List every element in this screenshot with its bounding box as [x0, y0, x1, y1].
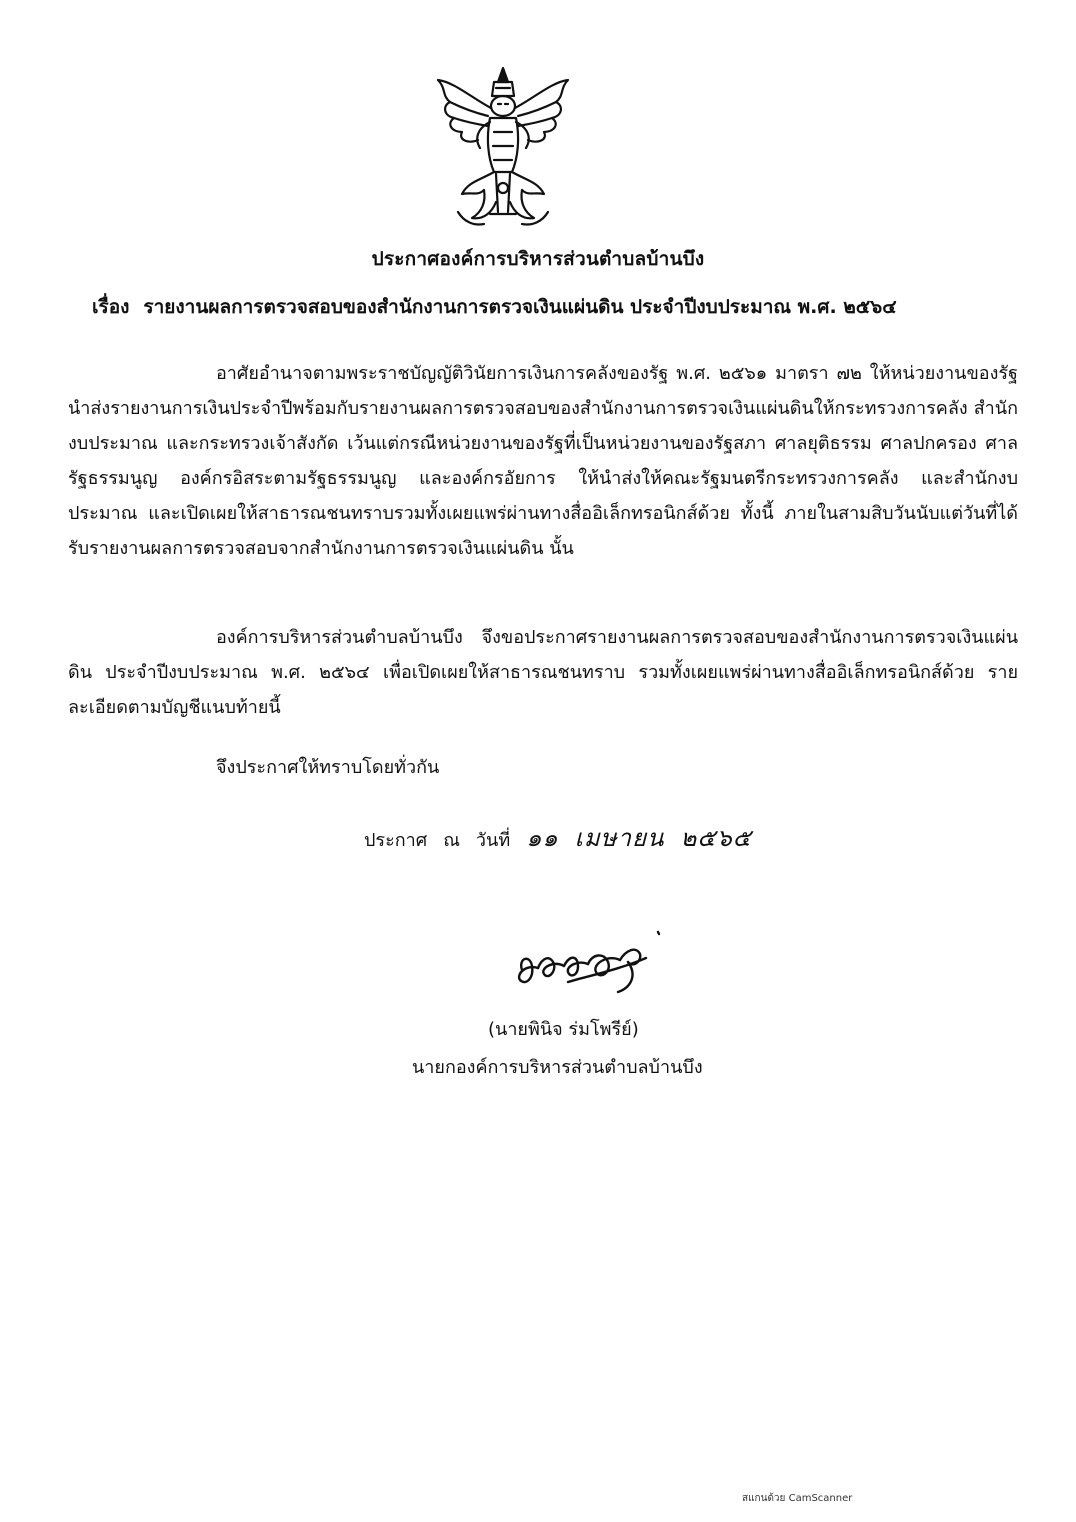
signer-name: (นายพินิจ ร่มโพรีย์): [488, 1019, 639, 1040]
date-day: ๑๑: [526, 824, 559, 852]
handwritten-signature: [508, 924, 678, 1004]
announcement-date: [364, 818, 768, 857]
announcement-title: ประกาศองค์การบริหารส่วนตำบลบ้านบึง: [371, 248, 705, 270]
garuda-emblem-icon: [428, 62, 578, 232]
signer-position: นายกองค์การบริหารส่วนตำบลบ้านบึง: [412, 1057, 703, 1078]
date-at: ณ: [443, 830, 460, 851]
date-prefix: ประกาศ: [364, 830, 428, 851]
body-paragraph-2: [68, 620, 1018, 725]
date-year: ๒๕๖๕: [680, 824, 752, 852]
subject-line: [92, 292, 1012, 322]
subject-label: เรื่อง: [92, 296, 130, 318]
subject-text: รายงานผลการตรวจสอบของสำนักงานการตรวจเงินแผ่นดิน ประจำปีงบประมาณ พ.ศ. ๒๕๖๔: [143, 296, 897, 318]
date-day-label: วันที่: [475, 830, 511, 851]
date-month: เมษายน: [574, 824, 665, 852]
paragraph-1-text: อาศัยอำนาจตามพระราชบัญญัติวินัยการเงินการคลังของรัฐ พ.ศ. ๒๕๖๑ มาตรา ๗๒ ให้หน่วยงานของรัฐนำส่งรายงานการเงินประจำปีพร้อมกับรายงานผลการตรวจสอบของสำนักงานการตรวจเงินแผ่นดินให้กระทรวงการคลัง สำนักงบประมาณ และกระทรวงเจ้าสังกัด เว้นแต่กรณีหน่วยงานของรัฐที่เป็นหน่วยงานของรัฐสภา ศาลยุติธรรม ศาลปกครอง ศาลรัฐธรรมนูญ องค์กรอิสระตามรัฐธรรมนูญ และองค์กรอัยการ ให้นำส่งให้คณะรัฐมนตรีกระทรวงการคลัง และสำนักงบประมาณ และเปิดเผยให้สาธารณชนทราบรวมทั้งเผยแพร่ผ่านทางสื่ออิเล็กทรอนิกส์ด้วย ทั้งนี้ ภายในสามสิบวันนับแต่วันที่ได้รับรายงานผลการตรวจสอบจากสำนักงานการตรวจเงินแผ่นดิน นั้น: [68, 363, 1018, 559]
body-paragraph-1: [68, 356, 1018, 566]
scanner-watermark: สแกนด้วย CamScanner: [742, 1493, 853, 1504]
paragraph-2-text: องค์การบริหารส่วนตำบลบ้านบึง จึงขอประกาศรายงานผลการตรวจสอบของสำนักงานการตรวจเงินแผ่นดิน ประจำปีงบประมาณ พ.ศ. ๒๕๖๔ เพื่อเปิดเผยให้สาธารณชนทราบ รวมทั้งเผยแพร่ผ่านทางสื่ออิเล็กทรอนิกส์ด้วย รายละเอียดตามบัญชีแนบท้ายนี้: [68, 627, 1018, 718]
closing-statement: จึงประกาศให้ทราบโดยทั่วกัน: [216, 757, 440, 778]
